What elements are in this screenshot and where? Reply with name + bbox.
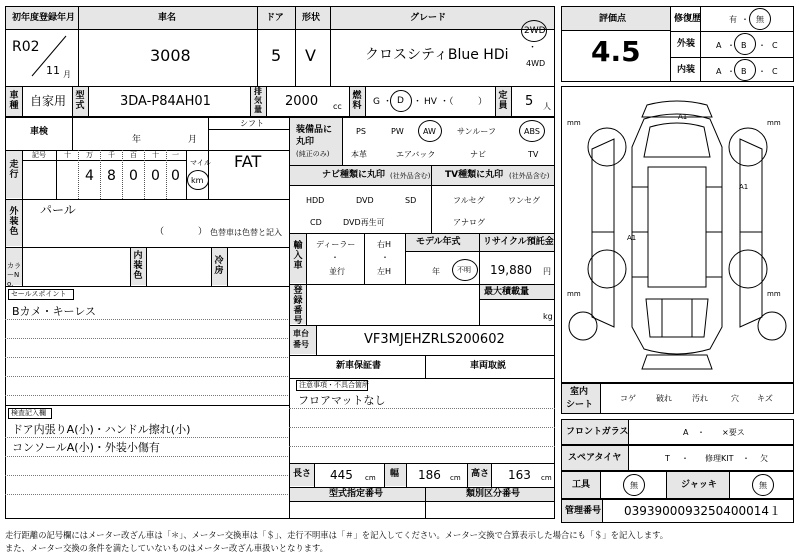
km-unit: km [191, 176, 204, 185]
model-value: 3DA-P84AH01 [120, 94, 211, 109]
first-reg-year: R02 [12, 39, 40, 55]
exterior-grade-a: A [716, 41, 722, 50]
equip-airbag: エアバック [396, 150, 436, 159]
mile-unit: マイル [190, 159, 211, 167]
digit-label-2: 千 [108, 151, 115, 159]
interior-grade-b: B [741, 67, 747, 76]
digit-label-0: 十 [64, 151, 71, 159]
height-cm: cm [541, 474, 552, 482]
fuel-open: ・（ [440, 97, 454, 107]
width-cm: cm [450, 474, 461, 482]
color-no-label: カラーNo. [7, 262, 21, 288]
drive-4wd: 4WD [526, 59, 546, 68]
seat-hole: 穴 [731, 394, 739, 403]
spare-dot2: ・ [742, 454, 750, 463]
repair-sep: ・ [741, 15, 749, 24]
max-load-kg: kg [543, 312, 553, 321]
diagram-label-a1-right: A1 [739, 183, 749, 191]
max-load-label: 最大積載量 [484, 287, 530, 297]
fuel-hv: HV [424, 97, 437, 107]
drive-2wd: 2WD [524, 26, 546, 36]
jack-label: ジャッキ [681, 480, 717, 490]
first-reg-month: 11 [46, 64, 60, 77]
seat-label-1: 室内 [570, 387, 589, 397]
recycle-label: リサイクル預託金 [483, 237, 554, 247]
inspection-label: 車検 [30, 127, 49, 137]
shift-label: シフト [240, 119, 264, 128]
equip-label-3: (純正のみ) [296, 150, 330, 158]
windshield-label: フロントガラス [566, 427, 629, 437]
digit-label-5: 一 [172, 151, 179, 159]
door-label: ドア [266, 13, 284, 23]
tv-analog: アナログ [453, 218, 485, 227]
mileage-digit: 0 [171, 168, 180, 184]
interior-grade-a: A [716, 67, 722, 76]
windshield-dot: ・ [697, 428, 705, 437]
import-right-h: 右H [377, 240, 392, 249]
mileage-digit: 8 [107, 168, 116, 184]
seat-label-2: シート [566, 400, 594, 410]
capacity-value: 5 [525, 94, 534, 109]
usage-value: 自家用 [30, 94, 67, 108]
navi-hdd: HDD [306, 196, 325, 205]
inspection-notes-label: 検査記入欄 [11, 409, 46, 417]
recycle-yen: 円 [543, 267, 551, 276]
interior-sep2: ・ [758, 67, 766, 76]
jack-value: 無 [759, 481, 767, 490]
new-car-warranty: 新車保証書 [336, 361, 382, 371]
tv-fullseg: フルセグ [453, 196, 485, 205]
door-count: 5 [271, 46, 282, 65]
import-dot2: ・ [381, 253, 389, 262]
seat-dirt: 汚れ [692, 394, 708, 403]
exterior-label: 外装 [677, 39, 696, 49]
digit-label-4: 十 [152, 151, 159, 159]
windshield-a: A [683, 428, 689, 437]
navi-label: ナビ種類に丸印 [322, 170, 386, 180]
person-unit: 人 [543, 102, 551, 111]
length-cm: cm [365, 474, 376, 482]
mm-label: mm [767, 119, 781, 127]
fuel-d: D [397, 96, 404, 106]
chassis-value: VF3MJEHZRLS200602 [364, 332, 505, 347]
equip-aw: AW [423, 127, 436, 136]
equip-label-2: 丸印 [296, 137, 315, 147]
footer-line1: 走行距離の記号欄にはメーター改ざん車は「＊」、メーター交換車は「＄」、走行不明車は「＃」を記入してください。メーター交換で合算表示した場合にも「＄」を記入します。 [5, 530, 669, 540]
usage-label: 車種 [9, 91, 19, 111]
chassis-label-1: 車台 [293, 329, 309, 338]
exterior-sep: ・ [727, 41, 735, 50]
notes-label: 注意事項・不具合箇所 [299, 381, 369, 389]
exterior-sep2: ・ [758, 41, 766, 50]
height-value: 163 [508, 468, 531, 482]
fuel-dot: ・ [383, 97, 393, 107]
spare-label: スペアタイヤ [568, 453, 622, 463]
displacement-label: 排気量 [254, 87, 262, 114]
car-name-label: 車名 [158, 13, 177, 23]
drive-dot: ・ [528, 43, 538, 53]
sales-point-label: セールスポイント [11, 290, 67, 298]
body-shape: V [305, 46, 316, 65]
mm-label: mm [567, 119, 581, 127]
fuel-close: ） [478, 97, 488, 107]
repair-no: 無 [756, 15, 764, 24]
tv-note: (社外品含む) [509, 172, 550, 180]
spare-missing: 欠 [760, 454, 768, 463]
navi-sd: SD [405, 196, 417, 205]
fuel-dot2: ・ [413, 97, 423, 107]
seat-scratch: キズ [757, 394, 773, 403]
tv-oneseg: ワンセグ [508, 196, 540, 205]
mileage-digit: 4 [85, 168, 94, 184]
color-note: 色替車は色替と記入 [210, 228, 282, 237]
model-label: 型式 [75, 91, 85, 111]
height-label: 高さ [471, 469, 490, 479]
management-label: 管理番号 [565, 506, 602, 516]
navi-cd: CD [310, 218, 322, 227]
displacement-value: 2000 [285, 94, 319, 109]
first-reg-label: 初年度登録年月 [12, 13, 76, 23]
exterior-grade-b: B [741, 41, 747, 50]
interior-sep: ・ [727, 67, 735, 76]
model-year-label: モデル年式 [416, 237, 461, 247]
inspection-notes-line1: ドア内張りA(小)・ハンドル擦れ(小) [12, 423, 191, 436]
import-dealer: ディーラー [316, 240, 356, 249]
month-unit: 月 [63, 70, 71, 79]
management-value: 0393900093250400014１ [624, 504, 782, 518]
interior-label: 内装 [677, 65, 696, 75]
import-dot1: ・ [331, 253, 339, 262]
interior-grade-c: C [772, 67, 778, 76]
type-designation-label: 型式指定番号 [329, 489, 384, 499]
tv-label: TV種類に丸印 [445, 170, 504, 180]
seat-tear: 破れ [656, 394, 672, 403]
length-label: 長さ [293, 469, 312, 479]
equip-ps: PS [356, 127, 366, 136]
inspection-year-unit: 年 [132, 135, 142, 145]
footer-line2: また、メーター交換の条件を満たしていないものはメーター改ざん車扱いとなります。 [5, 543, 328, 553]
width-value: 186 [418, 468, 441, 482]
equip-leather: 本革 [351, 150, 367, 159]
import-parallel: 並行 [329, 267, 345, 276]
length-value: 445 [330, 468, 353, 482]
capacity-label: 定員 [498, 91, 508, 111]
mm-label: mm [567, 290, 581, 298]
inspection-month-unit: 月 [188, 135, 198, 145]
spare-dot: ・ [681, 454, 689, 463]
width-label: 幅 [390, 469, 400, 479]
equip-navi: ナビ [470, 150, 486, 159]
import-left-h: 左H [377, 267, 392, 276]
navi-dvd-play: DVD再生可 [343, 218, 385, 227]
color-paren-open: （ [155, 227, 165, 237]
registration-label: 登録番号 [293, 286, 303, 326]
spare-t: T [665, 454, 670, 463]
notes-value: フロアマットなし [298, 394, 386, 407]
score-label: 評価点 [599, 14, 627, 24]
shift-value: FAT [234, 152, 262, 171]
digit-label-3: 百 [130, 151, 137, 159]
sales-point-value: Bカメ・キーレス [12, 305, 96, 318]
mm-label: mm [767, 290, 781, 298]
car-body-diagram [562, 87, 793, 382]
tools-label: 工具 [572, 480, 591, 490]
spare-kit: 修理KIT [705, 454, 734, 463]
equip-label-1: 装備品に [296, 125, 333, 135]
cc-unit: cc [333, 102, 342, 111]
equip-sunroof: サンルーフ [457, 127, 496, 136]
navi-dvd: DVD [356, 196, 374, 205]
color-paren-close: ） [198, 227, 208, 237]
inspection-notes-line2: コンソールA(小)・外装小傷有 [12, 441, 160, 454]
repair-yes: 有 [729, 15, 737, 24]
model-year-unknown: 不明 [457, 266, 471, 274]
equip-abs: ABS [524, 127, 540, 136]
score-value: 4.5 [591, 35, 641, 68]
grade-label: グレード [410, 13, 447, 23]
equip-tv: TV [528, 150, 539, 159]
interior-color-label: 内装色 [133, 251, 143, 281]
color-label: 外装色 [9, 207, 19, 237]
mileage-digit: 0 [151, 168, 160, 184]
car-name: 3008 [150, 46, 191, 65]
equip-pw: PW [391, 127, 404, 136]
diagram-label-a1-top: A1 [678, 113, 688, 121]
cooler-label: 冷房 [214, 256, 224, 276]
exterior-grade-c: C [772, 41, 778, 50]
grade-value: クロスシティBlue HDi [365, 47, 509, 63]
windshield-replace: ×要ス [722, 428, 745, 437]
chassis-label-2: 番号 [293, 340, 309, 349]
digit-label-1: 万 [86, 151, 93, 159]
mileage-label: 走行 [9, 160, 19, 180]
mileage-sign-label: 記号 [32, 151, 46, 159]
recycle-value: 19,880 [490, 263, 532, 277]
tools-value: 無 [630, 481, 638, 490]
mileage-digit: 0 [129, 168, 138, 184]
color-value: パール [40, 203, 76, 217]
seat-burn: コゲ [620, 394, 636, 403]
fuel-g: G [373, 97, 380, 107]
shape-label: 形状 [302, 13, 321, 23]
vehicle-manual: 車両取説 [470, 361, 507, 371]
fuel-label: 燃料 [352, 91, 362, 111]
diagram-label-a1-left: A1 [627, 234, 637, 242]
category-label: 類別区分番号 [466, 489, 521, 499]
model-year-unit: 年 [432, 267, 440, 276]
import-label: 輸入車 [293, 241, 303, 271]
repair-label: 修復歴 [674, 14, 702, 24]
navi-note: (社外品含む) [390, 172, 431, 180]
